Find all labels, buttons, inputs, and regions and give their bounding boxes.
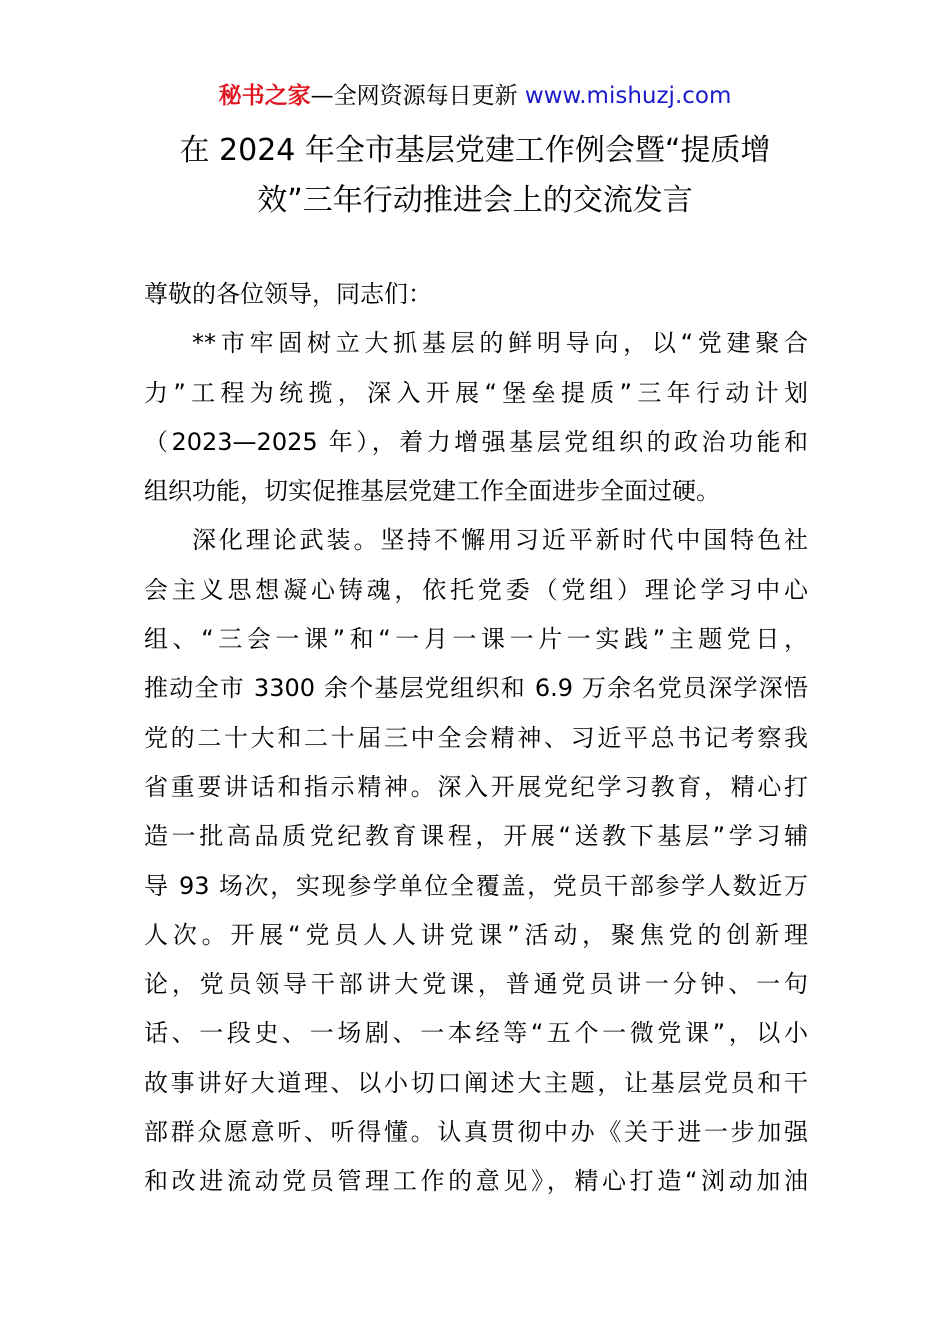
salutation: 尊敬的各位领导，同志们： <box>144 280 432 308</box>
body-line: 推动全市 3300 余个基层党组织和 6.9 万余名党员深学深悟 <box>144 674 808 703</box>
body-line: 深化理论武装。坚持不懈用习近平新时代中国特色社 <box>192 526 808 555</box>
body-line: 造一批高品质党纪教育课程，开展“送教下基层”学习辅 <box>144 822 808 851</box>
body-line: 话、一段史、一场剧、一本经等“五个一微党课”，以小 <box>144 1019 808 1048</box>
body-line: 部群众愿意听、听得懂。认真贯彻中办《关于进一步加强 <box>144 1118 808 1147</box>
document-title <box>150 126 800 226</box>
body-line: 故事讲好大道理、以小切口阐述大主题，让基层党员和干 <box>144 1068 808 1097</box>
body-line: **市牢固树立大抓基层的鲜明导向，以“党建聚合 <box>192 329 808 358</box>
title-line: 效”三年行动推进会上的交流发言 <box>257 183 693 218</box>
site-url[interactable]: www.mishuzj.com <box>524 83 732 109</box>
body-line: 力”工程为统揽，深入开展“堡垒提质”三年行动计划 <box>144 378 808 407</box>
body-line: 党的二十大和二十届三中全会精神、习近平总书记考察我 <box>144 723 808 752</box>
body-line: 和改进流动党员管理工作的意见》，精心打造“浏动加油 <box>144 1167 808 1196</box>
site-tagline: —全网资源每日更新 <box>310 83 525 109</box>
body-line: 人次。开展“党员人人讲党课”活动，聚焦党的创新理 <box>144 920 808 949</box>
body-line: 组织功能，切实促推基层党建工作全面进步全面过硬。 <box>144 477 720 506</box>
brand-name: 秘书之家 <box>218 83 311 109</box>
body-line: 组、“三会一课”和“一月一课一片一实践”主题党日， <box>144 625 808 654</box>
document-body <box>144 270 808 1207</box>
body-line: 省重要讲话和指示精神。深入开展党纪学习教育，精心打 <box>144 772 808 801</box>
body-line: （2023—2025 年），着力增强基层党组织的政治功能和 <box>144 427 808 456</box>
body-line: 导 93 场次，实现参学单位全覆盖，党员干部参学人数近万 <box>144 871 808 900</box>
title-line: 在 2024 年全市基层党建工作例会暨“提质增 <box>179 133 771 168</box>
site-header <box>0 80 950 112</box>
body-line: 会主义思想凝心铸魂，依托党委（党组）理论学习中心 <box>144 575 808 604</box>
body-line: 论，党员领导干部讲大党课，普通党员讲一分钟、一句 <box>144 970 808 999</box>
